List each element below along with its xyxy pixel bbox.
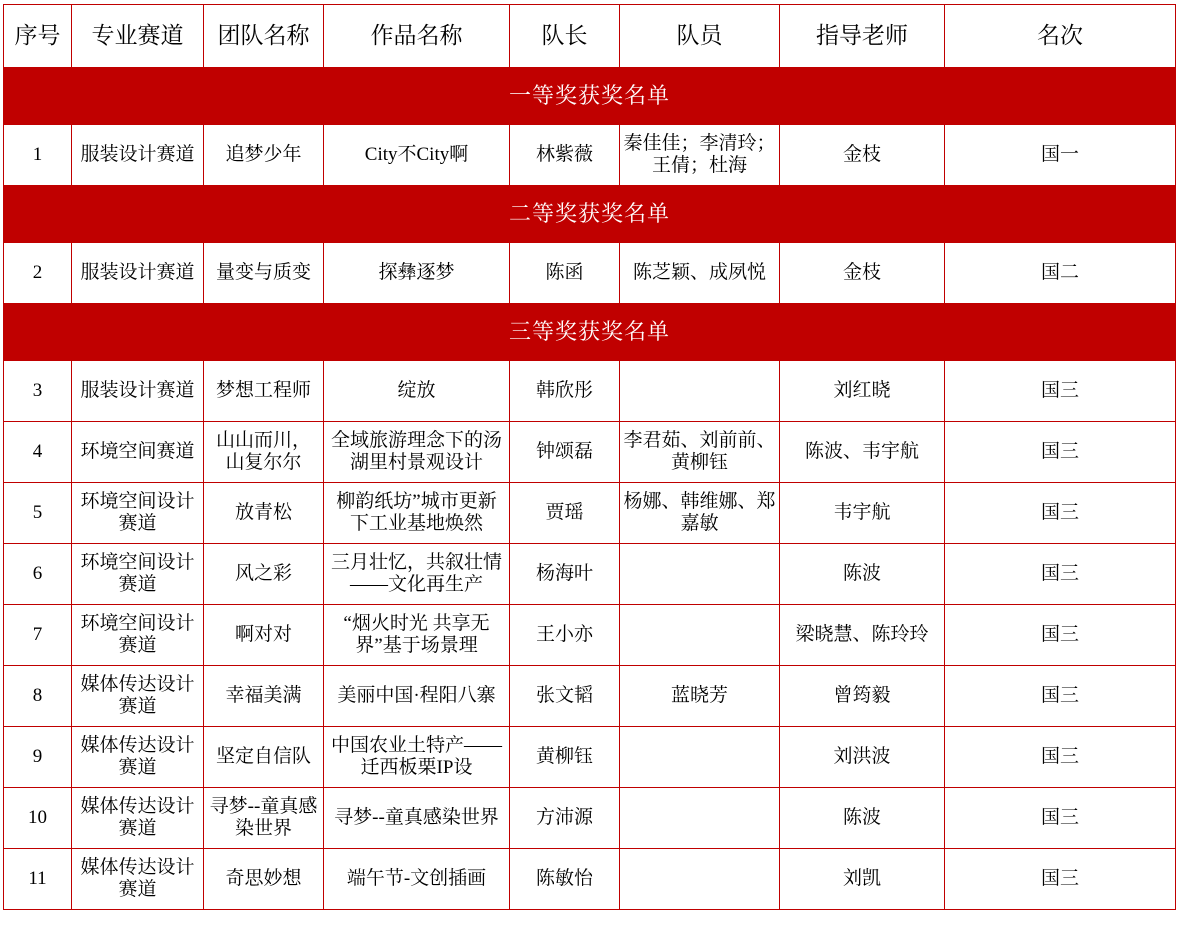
table-row <box>4 243 1176 304</box>
cell-leader: 黄柳钰 <box>510 727 620 788</box>
cell-team: 追梦少年 <box>204 125 324 186</box>
cell-team: 梦想工程师 <box>204 361 324 422</box>
cell-rank: 国三 <box>945 422 1176 483</box>
cell-track: 服装设计赛道 <box>72 125 204 186</box>
cell-work: 全域旅游理念下的汤湖里村景观设计 <box>324 422 510 483</box>
cell-leader: 杨海叶 <box>510 544 620 605</box>
table-row <box>4 544 1176 605</box>
cell-rank: 国三 <box>945 788 1176 849</box>
cell-teacher: 陈波 <box>780 544 945 605</box>
cell-members <box>620 727 780 788</box>
cell-track: 媒体传达设计赛道 <box>72 727 204 788</box>
cell-seq: 4 <box>4 422 72 483</box>
award-table <box>3 4 1176 910</box>
cell-rank: 国三 <box>945 849 1176 910</box>
cell-team: 幸福美满 <box>204 666 324 727</box>
cell-leader: 钟颂磊 <box>510 422 620 483</box>
cell-leader: 张文韬 <box>510 666 620 727</box>
cell-members <box>620 605 780 666</box>
cell-rank: 国三 <box>945 544 1176 605</box>
cell-work: “烟火时光 共享无界”基于场景理 <box>324 605 510 666</box>
table-row <box>4 483 1176 544</box>
cell-teacher: 陈波 <box>780 788 945 849</box>
cell-rank: 国一 <box>945 125 1176 186</box>
cell-members: 秦佳佳；李清玲；王倩；杜海 <box>620 125 780 186</box>
cell-seq: 6 <box>4 544 72 605</box>
cell-work: 探彝逐梦 <box>324 243 510 304</box>
cell-track: 环境空间设计赛道 <box>72 483 204 544</box>
cell-members: 李君茹、刘前前、黄柳钰 <box>620 422 780 483</box>
cell-track: 媒体传达设计赛道 <box>72 666 204 727</box>
table-header-row <box>4 5 1176 68</box>
table-row <box>4 666 1176 727</box>
cell-work: 美丽中国·程阳八寨 <box>324 666 510 727</box>
cell-team: 寻梦--童真感染世界 <box>204 788 324 849</box>
cell-team: 风之彩 <box>204 544 324 605</box>
cell-members <box>620 361 780 422</box>
section-title: 一等奖获奖名单 <box>4 68 1176 125</box>
cell-members: 蓝晓芳 <box>620 666 780 727</box>
cell-seq: 11 <box>4 849 72 910</box>
cell-rank: 国三 <box>945 361 1176 422</box>
cell-seq: 8 <box>4 666 72 727</box>
cell-rank: 国三 <box>945 727 1176 788</box>
column-header-work: 作品名称 <box>324 5 510 68</box>
cell-rank: 国二 <box>945 243 1176 304</box>
cell-leader: 林紫薇 <box>510 125 620 186</box>
cell-work: 三月壮忆，共叙壮情——文化再生产 <box>324 544 510 605</box>
section-banner-third-prize <box>4 304 1176 361</box>
column-header-seq: 序号 <box>4 5 72 68</box>
cell-rank: 国三 <box>945 666 1176 727</box>
cell-seq: 7 <box>4 605 72 666</box>
cell-work: 绽放 <box>324 361 510 422</box>
cell-team: 啊对对 <box>204 605 324 666</box>
cell-leader: 陈敏怡 <box>510 849 620 910</box>
cell-track: 环境空间赛道 <box>72 422 204 483</box>
cell-members: 陈芝颖、成夙悦 <box>620 243 780 304</box>
cell-members <box>620 544 780 605</box>
cell-work: 寻梦--童真感染世界 <box>324 788 510 849</box>
table-row <box>4 788 1176 849</box>
column-header-members: 队员 <box>620 5 780 68</box>
cell-track: 环境空间设计赛道 <box>72 605 204 666</box>
cell-teacher: 陈波、韦宇航 <box>780 422 945 483</box>
cell-leader: 陈函 <box>510 243 620 304</box>
cell-track: 服装设计赛道 <box>72 243 204 304</box>
table-row <box>4 422 1176 483</box>
cell-track: 媒体传达设计赛道 <box>72 788 204 849</box>
section-title: 三等奖获奖名单 <box>4 304 1176 361</box>
cell-seq: 10 <box>4 788 72 849</box>
cell-teacher: 刘红晓 <box>780 361 945 422</box>
cell-members <box>620 788 780 849</box>
cell-work: 柳韵纸坊”城市更新下工业基地焕然 <box>324 483 510 544</box>
cell-team: 坚定自信队 <box>204 727 324 788</box>
section-title: 二等奖获奖名单 <box>4 186 1176 243</box>
cell-teacher: 刘洪波 <box>780 727 945 788</box>
table-row <box>4 727 1176 788</box>
cell-rank: 国三 <box>945 605 1176 666</box>
cell-track: 服装设计赛道 <box>72 361 204 422</box>
cell-rank: 国三 <box>945 483 1176 544</box>
column-header-teacher: 指导老师 <box>780 5 945 68</box>
cell-leader: 韩欣彤 <box>510 361 620 422</box>
cell-teacher: 曾筠毅 <box>780 666 945 727</box>
table-row <box>4 605 1176 666</box>
cell-team: 放青松 <box>204 483 324 544</box>
cell-team: 奇思妙想 <box>204 849 324 910</box>
cell-team: 山山而川，山复尔尔 <box>204 422 324 483</box>
table-row <box>4 125 1176 186</box>
cell-leader: 贾瑶 <box>510 483 620 544</box>
cell-seq: 9 <box>4 727 72 788</box>
column-header-leader: 队长 <box>510 5 620 68</box>
section-banner-second-prize <box>4 186 1176 243</box>
cell-work: 端午节-文创插画 <box>324 849 510 910</box>
cell-seq: 2 <box>4 243 72 304</box>
cell-team: 量变与质变 <box>204 243 324 304</box>
cell-work: 中国农业土特产——迁西板栗IP设 <box>324 727 510 788</box>
table-row <box>4 361 1176 422</box>
cell-track: 媒体传达设计赛道 <box>72 849 204 910</box>
cell-teacher: 梁晓慧、陈玲玲 <box>780 605 945 666</box>
cell-members <box>620 849 780 910</box>
cell-seq: 1 <box>4 125 72 186</box>
column-header-team: 团队名称 <box>204 5 324 68</box>
cell-teacher: 金枝 <box>780 125 945 186</box>
cell-teacher: 金枝 <box>780 243 945 304</box>
cell-leader: 王小亦 <box>510 605 620 666</box>
cell-teacher: 刘凯 <box>780 849 945 910</box>
cell-seq: 3 <box>4 361 72 422</box>
table-row <box>4 849 1176 910</box>
cell-leader: 方沛源 <box>510 788 620 849</box>
cell-teacher: 韦宇航 <box>780 483 945 544</box>
cell-work: City不City啊 <box>324 125 510 186</box>
column-header-rank: 名次 <box>945 5 1176 68</box>
cell-seq: 5 <box>4 483 72 544</box>
cell-track: 环境空间设计赛道 <box>72 544 204 605</box>
section-banner-first-prize <box>4 68 1176 125</box>
cell-members: 杨娜、韩维娜、郑嘉敏 <box>620 483 780 544</box>
column-header-track: 专业赛道 <box>72 5 204 68</box>
